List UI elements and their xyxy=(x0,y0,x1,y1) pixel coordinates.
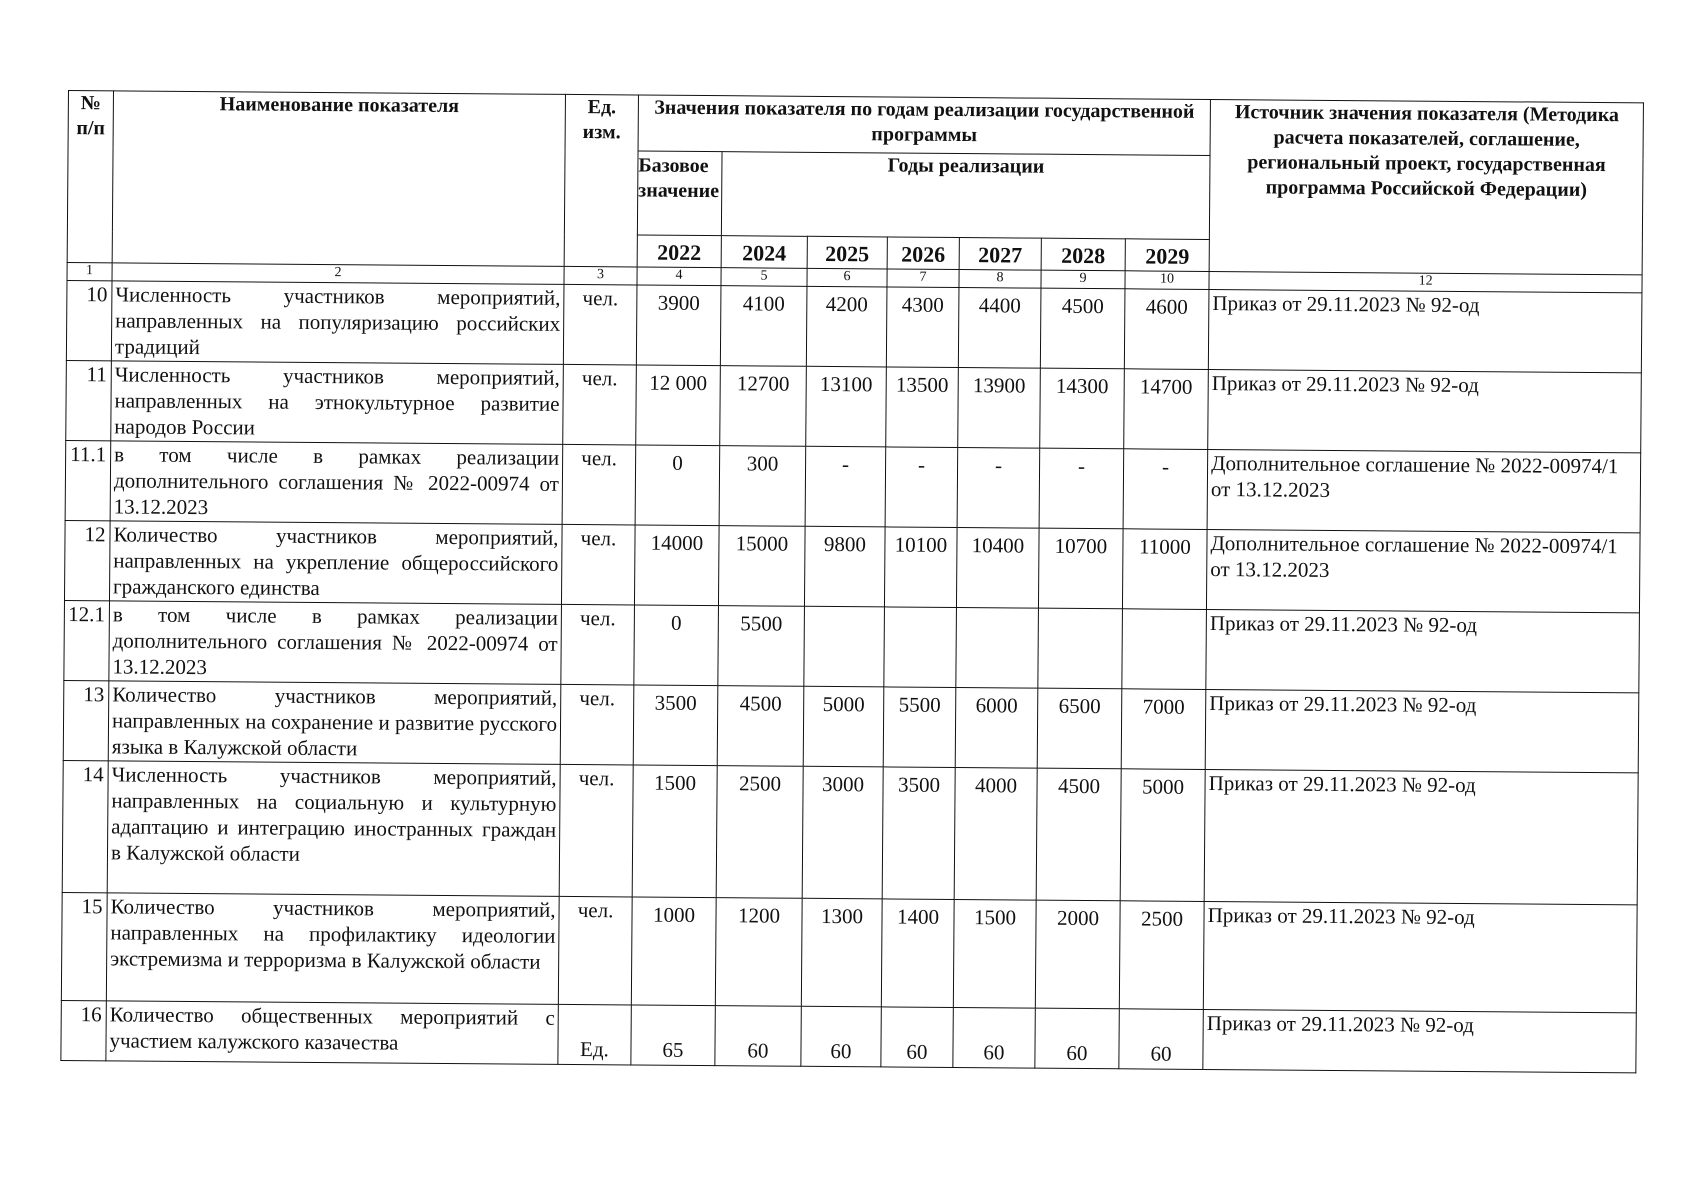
column-number: 1 xyxy=(67,262,112,280)
table-row xyxy=(65,440,1641,532)
indicator-name: Количество участников мероприятий, направленных на укрепление общероссийского гражданского единства xyxy=(109,521,562,605)
indicator-name: в том числе в рамках реализации дополнительного соглашения № 2022-00974 от 13.12.2023 xyxy=(109,601,562,685)
value-cell: 9800 xyxy=(804,526,885,607)
value-cell: 6000 xyxy=(955,687,1038,768)
value-cell: - xyxy=(805,446,886,527)
value-cell: 14000 xyxy=(634,525,719,606)
value-cell: 4300 xyxy=(886,287,959,368)
source-cell: Приказ от 29.11.2023 № 92-од xyxy=(1203,1009,1636,1072)
table-row xyxy=(64,600,1640,692)
value-cell: 300 xyxy=(719,446,806,527)
value-cell: 13100 xyxy=(806,366,887,447)
unit-cell: Ед. xyxy=(558,1004,631,1065)
row-number: 11.1 xyxy=(65,440,111,520)
value-cell: 5000 xyxy=(1120,769,1205,902)
unit-cell: чел. xyxy=(561,524,635,605)
value-cell: 4400 xyxy=(958,288,1041,369)
column-number: 7 xyxy=(887,269,959,288)
value-cell: 60 xyxy=(715,1006,801,1067)
row-number: 12 xyxy=(64,520,110,600)
year-header: 2028 xyxy=(1041,238,1125,271)
value-cell: 13900 xyxy=(958,368,1041,449)
value-cell: 2000 xyxy=(1035,900,1120,1009)
value-cell: 5000 xyxy=(803,686,884,767)
value-cell xyxy=(956,607,1039,688)
value-cell: 4500 xyxy=(1036,768,1121,901)
column-number: 3 xyxy=(564,266,637,285)
indicator-name: Количество участников мероприятий, направленных на сохранение и развитие русского языка в Калужской области xyxy=(108,681,561,765)
table-row xyxy=(64,520,1640,612)
unit-cell: чел. xyxy=(561,604,635,685)
table-row xyxy=(63,680,1639,772)
value-cell: 65 xyxy=(631,1005,715,1066)
column-number: 8 xyxy=(959,270,1041,289)
value-cell: 10400 xyxy=(956,527,1039,608)
value-cell: 1500 xyxy=(632,765,717,898)
value-cell: - xyxy=(957,447,1040,528)
unit-cell: чел. xyxy=(563,284,637,365)
col-header-values-group: Значения показателя по годам реализации государственной программы xyxy=(638,95,1210,155)
unit-cell: чел. xyxy=(560,684,634,765)
value-cell: 2500 xyxy=(1119,901,1204,1010)
value-cell: 10700 xyxy=(1038,528,1123,609)
col-header-unit: Ед. изм. xyxy=(564,94,638,267)
value-cell: 4200 xyxy=(806,286,887,367)
row-number: 12.1 xyxy=(64,600,110,680)
value-cell: 12 000 xyxy=(636,365,721,446)
year-header: 2029 xyxy=(1125,239,1209,272)
value-cell: 11000 xyxy=(1122,529,1207,610)
year-header: 2024 xyxy=(721,236,807,269)
value-cell: 0 xyxy=(635,445,720,526)
col-header-name: Наименование показателя xyxy=(112,91,565,267)
value-cell: 4500 xyxy=(717,686,804,767)
table-row xyxy=(62,760,1638,904)
indicator-name: Численность участников мероприятий, направленных на популяризацию российских традиций xyxy=(111,281,564,365)
col-header-num: № п/п xyxy=(67,91,113,263)
year-header: 2025 xyxy=(807,236,887,269)
value-cell: 60 xyxy=(1119,1009,1204,1070)
column-number: 12 xyxy=(1209,271,1642,292)
value-cell: - xyxy=(885,447,958,528)
table-row xyxy=(66,360,1642,452)
table-row xyxy=(61,1000,1636,1072)
value-cell: 4100 xyxy=(720,286,807,367)
source-cell: Приказ от 29.11.2023 № 92-од xyxy=(1208,289,1642,372)
source-cell: Приказ от 29.11.2023 № 92-од xyxy=(1203,901,1637,1012)
indicator-name: Количество общественных мероприятий с участием калужского казачества xyxy=(106,1001,558,1065)
indicator-name: Численность участников мероприятий, направленных на социальную и культурную адаптацию и интеграцию иностранных граждан в Калужской области xyxy=(107,761,560,897)
value-cell: 3500 xyxy=(882,767,955,900)
value-cell: 14700 xyxy=(1124,369,1209,450)
source-cell: Приказ от 29.11.2023 № 92-од xyxy=(1206,609,1640,692)
column-number: 6 xyxy=(807,268,887,287)
year-header: 2026 xyxy=(887,237,959,270)
source-cell: Дополнительное соглашение № 2022-00974/1 от 13.12.2023 xyxy=(1207,529,1641,612)
value-cell: 3000 xyxy=(802,766,883,899)
value-cell: 15000 xyxy=(718,526,805,607)
value-cell: 1500 xyxy=(953,899,1036,1008)
value-cell: 60 xyxy=(953,1007,1035,1068)
value-cell xyxy=(884,607,957,688)
column-number: 2 xyxy=(112,263,564,285)
unit-cell: чел. xyxy=(563,364,637,445)
value-cell: 1300 xyxy=(801,898,882,1007)
row-number: 11 xyxy=(66,360,112,440)
source-cell: Приказ от 29.11.2023 № 92-од xyxy=(1208,369,1642,452)
unit-cell: чел. xyxy=(559,764,633,897)
value-cell: 3900 xyxy=(636,285,721,366)
source-cell: Приказ от 29.11.2023 № 92-од xyxy=(1204,769,1638,904)
value-cell: 12700 xyxy=(720,366,807,447)
value-cell xyxy=(804,606,885,687)
indicator-name: Количество участников мероприятий, направленных на профилактику идеологии экстремизма и терроризма в Калужской области xyxy=(106,893,559,1005)
value-cell: 4500 xyxy=(1040,288,1125,369)
value-cell: - xyxy=(1123,449,1208,530)
column-number: 4 xyxy=(637,267,721,286)
value-cell: 5500 xyxy=(718,606,805,687)
row-number: 10 xyxy=(66,280,112,360)
source-cell: Приказ от 29.11.2023 № 92-од xyxy=(1205,689,1639,772)
year-header-base: 2022 xyxy=(637,235,721,268)
unit-cell: чел. xyxy=(562,444,636,525)
value-cell: 1200 xyxy=(715,898,802,1007)
row-number: 14 xyxy=(62,760,108,892)
value-cell: 2500 xyxy=(716,766,803,899)
value-cell: 60 xyxy=(881,1007,953,1068)
column-number: 10 xyxy=(1125,271,1209,290)
col-header-source: Источник значения показателя (Методика расчета показателей, соглашение, региональный проект, государственная программа Российской Федерации) xyxy=(1209,99,1643,274)
col-header-base: Базовое значение xyxy=(637,151,722,236)
value-cell: 6500 xyxy=(1037,688,1122,769)
source-cell: Дополнительное соглашение № 2022-00974/1 от 13.12.2023 xyxy=(1207,449,1641,532)
value-cell: 13500 xyxy=(886,367,959,448)
indicators-table xyxy=(60,90,1644,1073)
value-cell xyxy=(1122,609,1207,690)
value-cell: - xyxy=(1039,448,1124,529)
value-cell: 60 xyxy=(1035,1008,1119,1069)
value-cell: 5500 xyxy=(883,687,956,768)
value-cell: 4600 xyxy=(1124,289,1209,370)
col-header-years-group: Годы реализации xyxy=(721,152,1210,240)
column-number: 9 xyxy=(1041,270,1125,289)
value-cell: 1000 xyxy=(631,897,716,1006)
table-body xyxy=(61,262,1642,1072)
year-header: 2027 xyxy=(959,238,1041,271)
column-number: 5 xyxy=(721,268,807,287)
value-cell: 3500 xyxy=(633,685,718,766)
row-number: 16 xyxy=(61,1000,106,1060)
indicator-name: в том числе в рамках реализации дополнительного соглашения № 2022-00974 от 13.12.2023 xyxy=(110,441,563,525)
row-number: 15 xyxy=(61,892,107,1000)
value-cell: 7000 xyxy=(1121,689,1206,770)
value-cell: 14300 xyxy=(1040,368,1125,449)
table-row xyxy=(66,280,1642,372)
value-cell: 1400 xyxy=(881,899,954,1008)
value-cell: 4000 xyxy=(954,767,1037,900)
value-cell: 0 xyxy=(634,605,719,686)
row-number: 13 xyxy=(63,680,109,760)
value-cell: 10100 xyxy=(884,527,957,608)
value-cell: 60 xyxy=(801,1006,881,1067)
indicator-name: Численность участников мероприятий, направленных на этнокультурное развитие народов России xyxy=(111,361,564,445)
unit-cell: чел. xyxy=(558,896,632,1005)
value-cell xyxy=(1038,608,1123,689)
table-row xyxy=(61,892,1637,1012)
